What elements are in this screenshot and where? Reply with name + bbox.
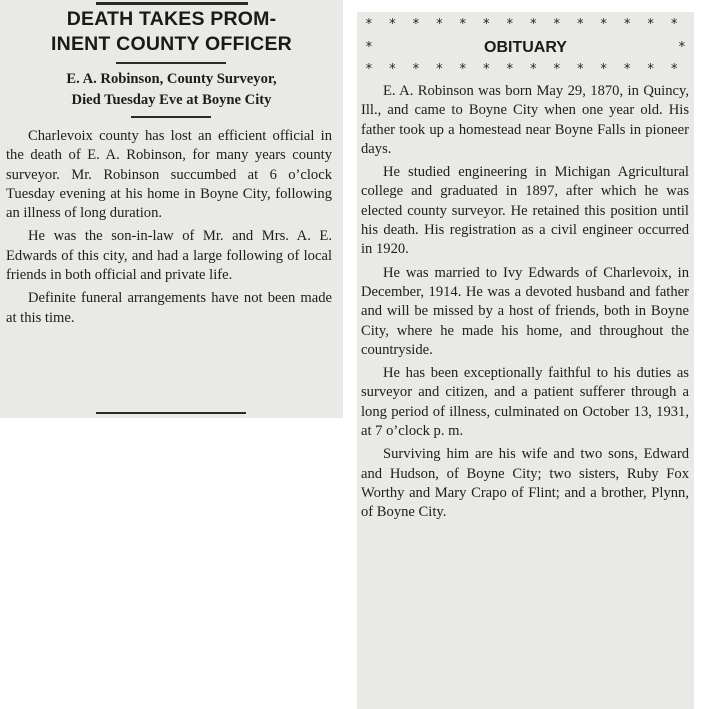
- star-border-left: *: [365, 40, 373, 55]
- obituary-paragraph: Surviving him are his wife and two sons, Edward and Hudson, of Boyne City; two sisters, Ruby Fox Worthy and Mary Crapo of Flint; and a brother, Plynn, of Boyne City.: [361, 446, 689, 521]
- headline-line-2: INENT COUNTY OFFICER: [51, 33, 292, 55]
- left-article-body: [6, 127, 332, 328]
- star-border-right: *: [678, 40, 686, 55]
- article-paragraph: Definite funeral arrangements have not been made at this time.: [6, 290, 332, 326]
- obituary-paragraph: He was married to Ivy Edwards of Charlevoix, in December, 1914. He was a devoted husband and father and will be missed by a host of friends, both in Boyne City, where he made his home, and throughout the countryside.: [361, 264, 689, 358]
- obituary-paragraph: He has been exceptionally faithful to his duties as surveyor and citizen, and a patient sufferer through a long period of illness, culminated on October 13, 1931, at 7 o’clock p. m.: [361, 365, 689, 440]
- bottom-rule: [96, 412, 246, 414]
- subhead-line-2: Died Tuesday Eve at Boyne City: [71, 92, 272, 108]
- headline-line-1: DEATH TAKES PROM-: [66, 8, 277, 30]
- top-rule: [96, 2, 248, 5]
- subhead-line-1: E. A. Robinson, County Surveyor,: [66, 71, 277, 87]
- headline-rule: [116, 62, 226, 64]
- obituary-body: [361, 82, 689, 523]
- star-border-top: * * * * * * * * * * * * * *: [365, 17, 679, 32]
- obituary-paragraph: E. A. Robinson was born May 29, 1870, in Quincy, Ill., and came to Boyne City when one year old. His father took up a homestead near Boyne Falls in pioneer days.: [361, 83, 689, 157]
- obituary-paragraph: He studied engineering in Michigan Agricultural college and graduated in 1897, after which he was elected county surveyor. He retained this position until his death. His registration as a civil engineer occurred in 1920.: [361, 164, 689, 258]
- article-paragraph: He was the son-in-law of Mr. and Mrs. A. E. Edwards of this city, and had a large following of local friends in both official and private life.: [6, 228, 332, 284]
- article-paragraph: Charlevoix county has lost an efficient official in the death of E. A. Robinson, for many years county surveyor. Mr. Robinson succumbed at 6 o’clock Tuesday evening at his home in Boyne City, following an illness of long duration.: [6, 128, 332, 222]
- star-border-bottom: * * * * * * * * * * * * * *: [365, 62, 679, 77]
- subhead-rule: [131, 116, 211, 118]
- obituary-title: OBITUARY: [484, 39, 567, 56]
